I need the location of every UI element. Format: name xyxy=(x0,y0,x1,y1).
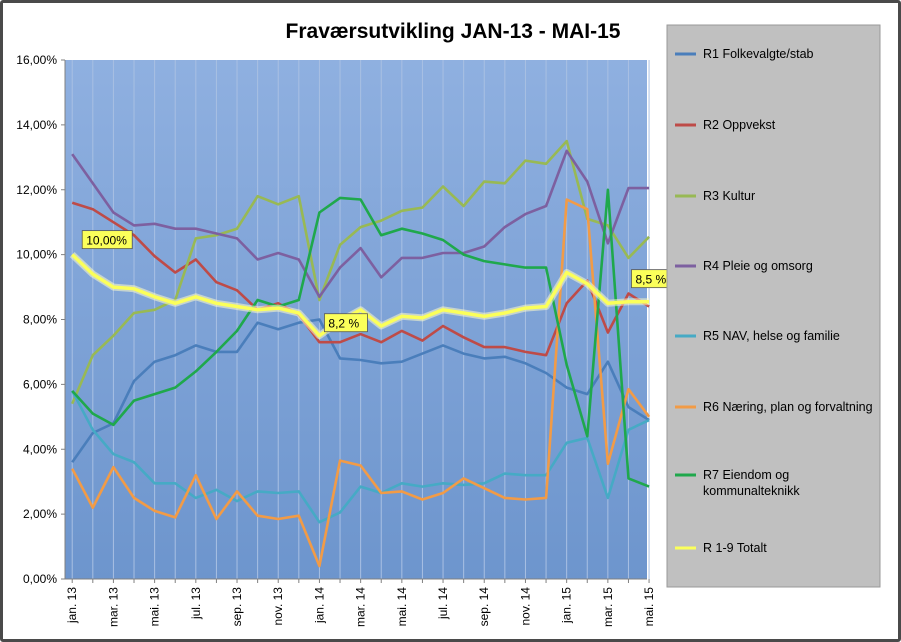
y-tick-label: 2,00% xyxy=(22,507,57,522)
legend-label: R1 Folkevalgte/stab xyxy=(703,47,814,61)
x-tick-label: jan. 15 xyxy=(559,587,574,624)
x-tick-label: mai. 13 xyxy=(147,587,162,627)
y-tick-label: 6,00% xyxy=(22,377,57,392)
x-tick-label: jul. 14 xyxy=(436,587,451,620)
x-tick-label: sep. 13 xyxy=(230,587,245,627)
y-tick-label: 8,00% xyxy=(22,312,57,327)
y-tick-label: 16,00% xyxy=(16,53,57,67)
callout-label: 8,5 % xyxy=(635,272,667,287)
x-tick-label: nov. 14 xyxy=(518,587,533,626)
x-tick-label: nov. 13 xyxy=(271,587,286,626)
legend-label: R4 Pleie og omsorg xyxy=(703,259,813,273)
legend-label: kommunalteknikk xyxy=(703,484,800,498)
line-chart xyxy=(3,3,898,639)
y-axis xyxy=(16,53,65,586)
legend-label: R6 Næring, plan og forvaltning xyxy=(703,400,873,414)
x-tick-label: mar. 13 xyxy=(106,587,121,628)
y-tick-label: 10,00% xyxy=(16,247,57,262)
x-tick-label: sep. 14 xyxy=(477,587,492,627)
x-tick-label: jan. 13 xyxy=(65,587,80,624)
legend-label: R5 NAV, helse og familie xyxy=(703,329,840,343)
callout-label: 10,00% xyxy=(86,233,127,248)
x-tick-label: mar. 14 xyxy=(353,587,368,628)
y-tick-label: 0,00% xyxy=(22,572,57,586)
x-tick-label: mai. 15 xyxy=(642,587,657,627)
legend-label: R2 Oppvekst xyxy=(703,118,776,132)
x-tick-label: jan. 14 xyxy=(312,587,327,624)
chart-title: Fraværsutvikling JAN-13 - MAI-15 xyxy=(285,20,621,43)
legend-label: R7 Eiendom og xyxy=(703,468,790,482)
x-tick-label: mai. 14 xyxy=(394,587,409,627)
legend-background xyxy=(667,25,880,587)
y-tick-label: 12,00% xyxy=(16,182,57,197)
x-tick-label: jul. 13 xyxy=(188,587,203,620)
y-tick-label: 4,00% xyxy=(22,442,57,457)
x-axis xyxy=(65,579,656,627)
y-tick-label: 14,00% xyxy=(16,117,57,132)
legend xyxy=(667,25,880,587)
legend-label: R 1-9 Totalt xyxy=(703,541,767,555)
x-tick-label: mar. 15 xyxy=(600,587,615,628)
legend-label: R3 Kultur xyxy=(703,189,756,203)
callout-label: 8,2 % xyxy=(328,316,360,331)
